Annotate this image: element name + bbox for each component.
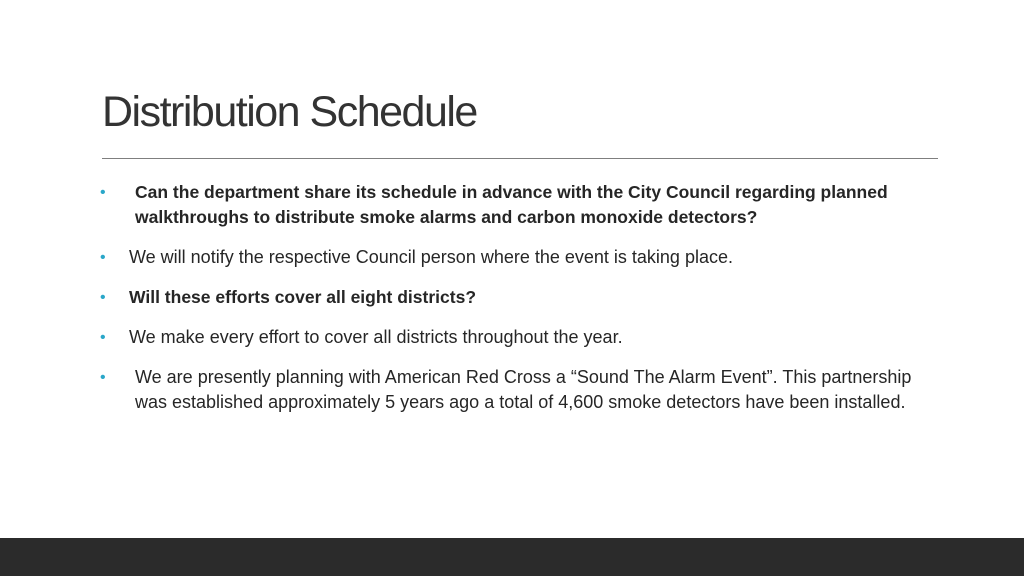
title-divider [102, 158, 938, 159]
bullet-icon: • [100, 329, 106, 346]
bullet-icon: • [100, 289, 106, 306]
bullet-icon: • [100, 184, 106, 201]
bullet-text: We are presently planning with American Red Cross a “Sound The Alarm Event”. This partnership was established approximately 5 years ago a total of 4,600 smoke detectors have been installed. [135, 367, 912, 412]
bullet-text: We make every effort to cover all districts throughout the year. [129, 327, 623, 347]
bullet-icon: • [100, 369, 106, 386]
footer-bar [0, 538, 1024, 576]
bullet-item [100, 285, 945, 310]
bullet-icon: • [100, 249, 106, 266]
bullet-item [100, 245, 945, 270]
slide-title: Distribution Schedule [102, 88, 477, 136]
bullet-item [100, 180, 945, 230]
bullet-item [100, 365, 945, 415]
bullet-item [100, 325, 945, 350]
bullet-text: We will notify the respective Council person where the event is taking place. [129, 247, 733, 267]
bullet-text: Can the department share its schedule in advance with the City Council regarding planned walkthroughs to distribute smoke alarms and carbon monoxide detectors? [135, 182, 888, 227]
bullet-text: Will these efforts cover all eight districts? [129, 287, 477, 307]
bullet-list [100, 180, 945, 415]
